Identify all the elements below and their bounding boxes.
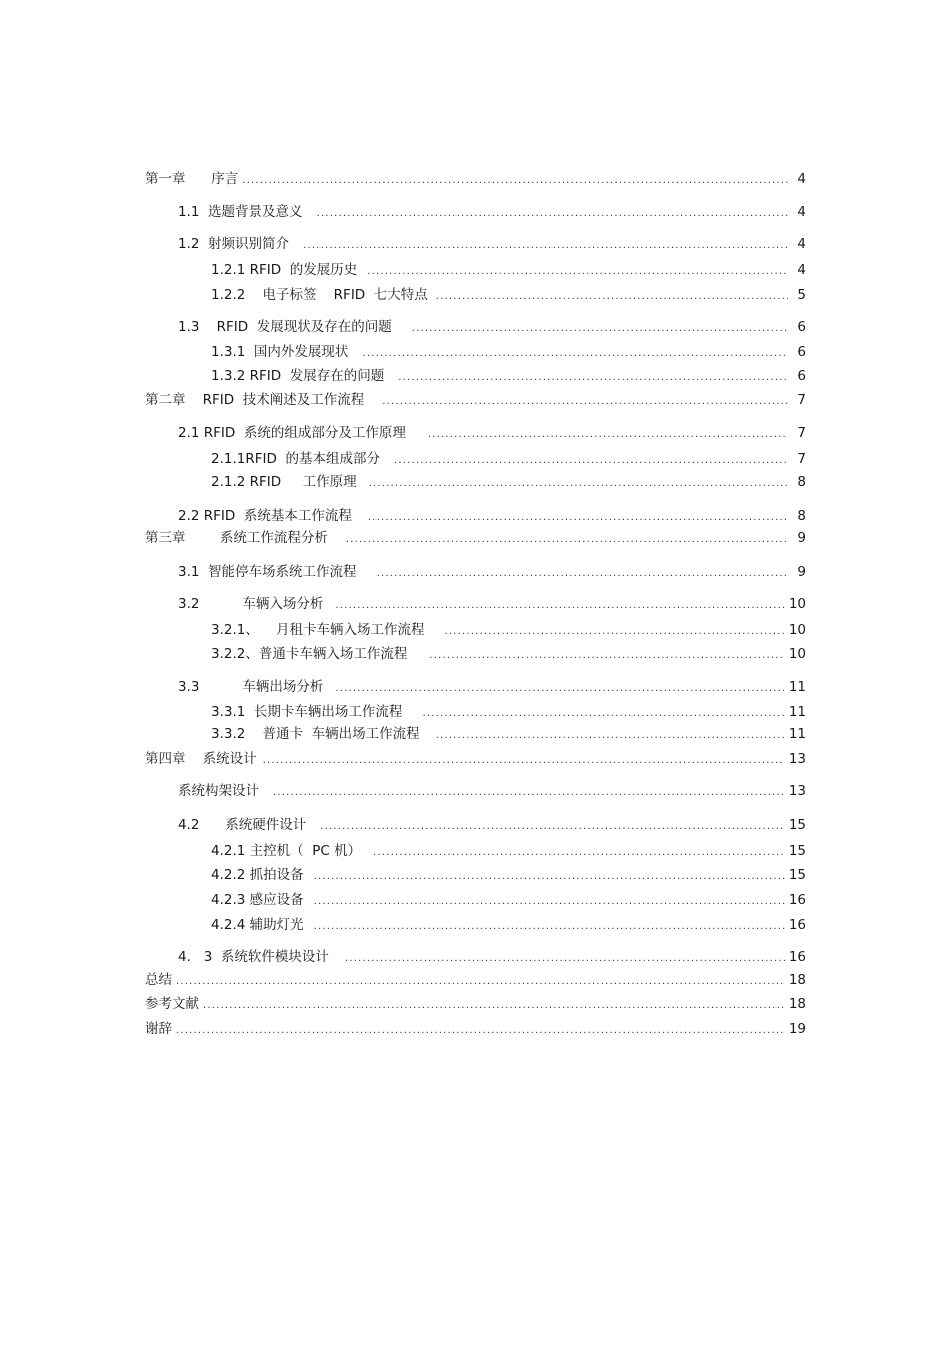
toc-entry-label: 1.2.2 电子标签 RFID 七大特点 xyxy=(211,287,428,303)
toc-entry-label: 系统构架设计 xyxy=(178,783,259,799)
toc-entry-1-3[interactable] xyxy=(178,318,806,336)
toc-entry-chapter-1[interactable] xyxy=(145,170,806,188)
toc-leader-dots xyxy=(382,393,788,411)
toc-page-number: 11 xyxy=(788,704,806,720)
toc-entry-label: 总结 xyxy=(145,972,172,988)
toc-page-number: 8 xyxy=(797,508,806,524)
toc-entry-label: 4. 3 系统软件模块设计 xyxy=(178,949,329,965)
toc-entry-label: 1.3 RFID 发展现状及存在的问题 xyxy=(178,319,392,335)
toc-entry-acknowledgements[interactable] xyxy=(145,1020,806,1038)
toc-leader-dots xyxy=(367,263,788,281)
toc-entry-label: 3.3.1 长期卡车辆出场工作流程 xyxy=(211,704,403,720)
toc-entry-label: 第三章 系统工作流程分析 xyxy=(145,530,328,546)
toc-leader-dots xyxy=(314,893,785,911)
toc-leader-dots xyxy=(176,1022,785,1040)
toc-page-number: 9 xyxy=(797,564,806,580)
toc-entry-4-2-3[interactable] xyxy=(211,891,806,909)
toc-entry-4-2-1[interactable] xyxy=(211,842,806,860)
toc-leader-dots xyxy=(398,369,788,387)
toc-entry-label: 4.2.4 辅助灯光 xyxy=(211,917,304,933)
toc-entry-2-2[interactable] xyxy=(178,507,806,525)
toc-page-number: 4 xyxy=(797,236,806,252)
toc-page-number: 7 xyxy=(797,392,806,408)
toc-leader-dots xyxy=(429,647,784,665)
toc-entry-label: 2.1.1RFID 的基本组成部分 xyxy=(211,451,380,467)
toc-entry-2-1-2[interactable] xyxy=(211,473,806,491)
toc-entry-label: 3.1 智能停车场系统工作流程 xyxy=(178,564,357,580)
toc-entry-label: 4.2.1 主控机（ PC 机） xyxy=(211,843,362,859)
toc-leader-dots xyxy=(362,345,788,363)
toc-leader-dots xyxy=(412,320,788,338)
toc-page-number: 6 xyxy=(797,368,806,384)
toc-entry-3-2[interactable] xyxy=(178,595,806,613)
toc-page-number: 19 xyxy=(788,1021,806,1037)
toc-entry-label: 3.3 车辆出场分析 xyxy=(178,679,324,695)
toc-leader-dots xyxy=(317,205,788,223)
toc-entry-label: 1.1 选题背景及意义 xyxy=(178,204,303,220)
toc-page-number: 18 xyxy=(788,996,806,1012)
toc-leader-dots xyxy=(373,844,785,862)
toc-page-number: 10 xyxy=(788,646,806,662)
toc-leader-dots xyxy=(314,868,785,886)
toc-entry-label: 2.1 RFID 系统的组成部分及工作原理 xyxy=(178,425,406,441)
toc-entry-references[interactable] xyxy=(145,995,806,1013)
toc-entry-label: 1.3.2 RFID 发展存在的问题 xyxy=(211,368,385,384)
toc-entry-label: 1.2.1 RFID 的发展历史 xyxy=(211,262,358,278)
toc-entry-label: 1.2 射频识别简介 xyxy=(178,236,290,252)
toc-leader-dots xyxy=(263,752,785,770)
toc-entry-1-3-1[interactable] xyxy=(211,343,806,361)
toc-page-number: 16 xyxy=(788,917,806,933)
toc-entry-4-3[interactable] xyxy=(178,948,806,966)
toc-entry-4-2-4[interactable] xyxy=(211,916,806,934)
toc-entry-chapter-4[interactable] xyxy=(145,750,806,768)
toc-leader-dots xyxy=(368,509,788,527)
toc-leader-dots xyxy=(320,818,785,836)
toc-page-number: 15 xyxy=(788,843,806,859)
toc-entry-3-1[interactable] xyxy=(178,563,806,581)
toc-leader-dots xyxy=(369,475,788,493)
toc-leader-dots xyxy=(428,426,788,444)
toc-page-number: 5 xyxy=(797,287,806,303)
toc-leader-dots xyxy=(377,565,788,583)
toc-page-number: 10 xyxy=(788,622,806,638)
toc-entry-4-2-2[interactable] xyxy=(211,866,806,884)
toc-entry-label: 第一章 序言 xyxy=(145,171,239,187)
toc-entry-3-3[interactable] xyxy=(178,678,806,696)
toc-entry-chapter-2[interactable] xyxy=(145,391,806,409)
toc-entry-chapter-3[interactable] xyxy=(145,529,806,547)
toc-leader-dots xyxy=(394,452,788,470)
toc-entry-label: 1.3.1 国内外发展现状 xyxy=(211,344,349,360)
toc-entry-label: 第二章 RFID 技术阐述及工作流程 xyxy=(145,392,365,408)
toc-page-number: 4 xyxy=(797,204,806,220)
toc-leader-dots xyxy=(273,784,785,802)
toc-page-number: 4 xyxy=(797,171,806,187)
toc-page-number: 10 xyxy=(788,596,806,612)
toc-entry-label: 第四章 系统设计 xyxy=(145,751,257,767)
toc-entry-1-2[interactable] xyxy=(178,235,806,253)
toc-entry-2-1[interactable] xyxy=(178,424,806,442)
toc-page-number: 13 xyxy=(788,751,806,767)
toc-page-number: 7 xyxy=(797,425,806,441)
toc-entry-summary[interactable] xyxy=(145,971,806,989)
toc-page-number: 11 xyxy=(788,679,806,695)
toc-page-number: 18 xyxy=(788,972,806,988)
toc-page-number: 9 xyxy=(797,530,806,546)
toc-entry-4-1[interactable] xyxy=(178,782,806,800)
toc-page-number: 16 xyxy=(788,892,806,908)
toc-page-number: 13 xyxy=(788,783,806,799)
toc-page-number: 7 xyxy=(797,451,806,467)
toc-page-number: 11 xyxy=(788,726,806,742)
toc-leader-dots xyxy=(436,288,788,306)
toc-leader-dots xyxy=(242,172,788,190)
toc-page-number: 4 xyxy=(797,262,806,278)
toc-entry-label: 4.2 系统硬件设计 xyxy=(178,817,307,833)
toc-entry-label: 2.1.2 RFID 工作原理 xyxy=(211,474,357,490)
toc-entry-label: 3.2.2、普通卡车辆入场工作流程 xyxy=(211,646,408,662)
toc-leader-dots xyxy=(203,997,785,1015)
toc-entry-label: 4.2.3 感应设备 xyxy=(211,892,304,908)
toc-entry-3-3-2[interactable] xyxy=(211,725,806,743)
toc-page-number: 16 xyxy=(788,949,806,965)
toc-entry-4-2[interactable] xyxy=(178,816,806,834)
toc-page-number: 15 xyxy=(788,867,806,883)
toc-entry-1-2-1[interactable] xyxy=(211,261,806,279)
toc-leader-dots xyxy=(346,531,788,549)
toc-entry-1-1[interactable] xyxy=(178,203,806,221)
toc-entry-label: 谢辞 xyxy=(145,1021,172,1037)
toc-entry-3-3-1[interactable] xyxy=(211,703,806,721)
toc-entry-1-3-2[interactable] xyxy=(211,367,806,385)
toc-entry-1-2-2[interactable] xyxy=(211,286,806,304)
toc-entry-label: 参考文献 xyxy=(145,996,199,1012)
toc-entry-label: 2.2 RFID 系统基本工作流程 xyxy=(178,508,352,524)
toc-entry-label: 4.2.2 抓拍设备 xyxy=(211,867,304,883)
toc-leader-dots xyxy=(314,918,785,936)
toc-leader-dots xyxy=(176,973,785,991)
toc-leader-dots xyxy=(422,705,784,723)
toc-page-number: 8 xyxy=(797,474,806,490)
toc-page-number: 15 xyxy=(788,817,806,833)
toc-entry-label: 3.2.1、 月租卡车辆入场工作流程 xyxy=(211,622,425,638)
toc-entry-3-2-1[interactable] xyxy=(211,621,806,639)
toc-page-number: 6 xyxy=(797,319,806,335)
toc-entry-label: 3.3.2 普通卡 车辆出场工作流程 xyxy=(211,726,420,742)
toc-leader-dots xyxy=(303,237,788,255)
toc-page-number: 6 xyxy=(797,344,806,360)
toc-entry-label: 3.2 车辆入场分析 xyxy=(178,596,324,612)
toc-leader-dots xyxy=(436,727,785,745)
toc-entry-2-1-1[interactable] xyxy=(211,450,806,468)
toc-leader-dots xyxy=(335,597,784,615)
toc-entry-3-2-2[interactable] xyxy=(211,645,806,663)
toc-leader-dots xyxy=(445,623,785,641)
toc-leader-dots xyxy=(335,680,784,698)
toc-leader-dots xyxy=(345,950,785,968)
